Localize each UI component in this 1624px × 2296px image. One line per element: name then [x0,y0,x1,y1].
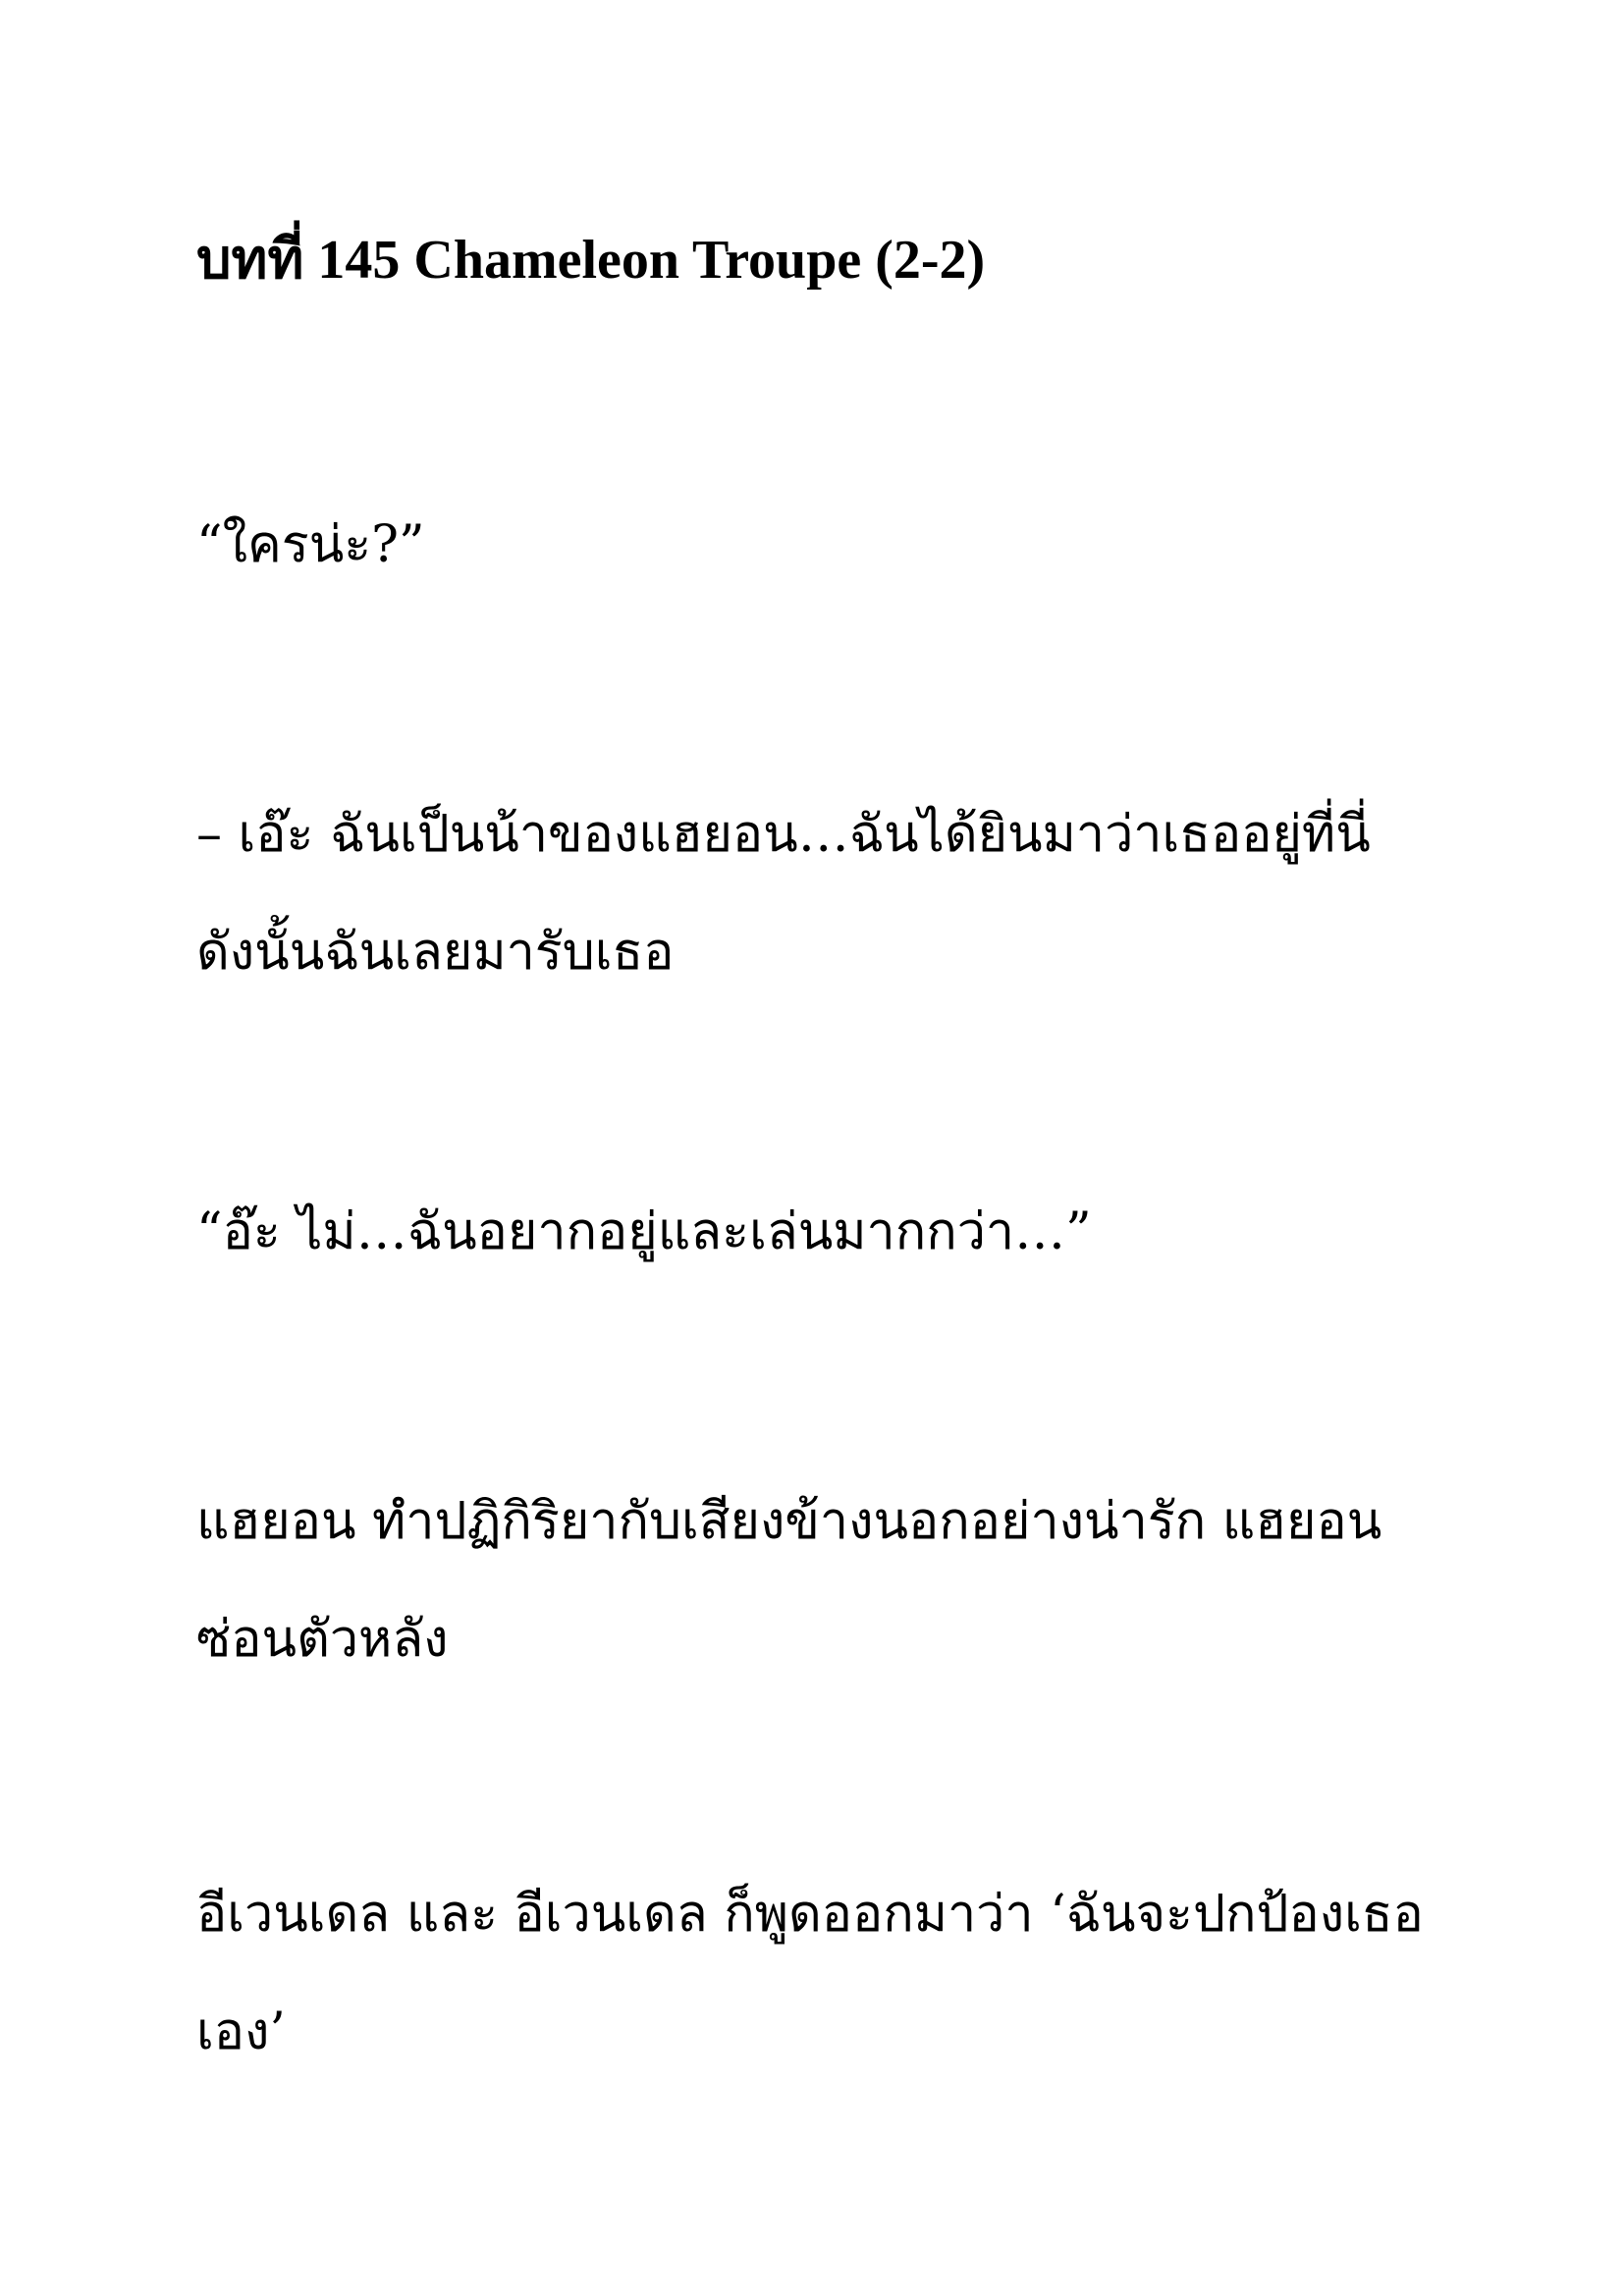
paragraph-line: อีเวนเดล และ อีเวนเดล ก็พูดออกมาว่า ‘ฉันจะปกป้องเธอ [196,1885,1424,1944]
paragraph-line: เอง’ [196,2002,286,2061]
paragraph-4 [196,1463,1473,1698]
paragraph-line: ซ่อนตัวหลัง [196,1610,449,1669]
paragraph-line: – เอ๊ะ ฉันเป็นน้าของแฮยอน…ฉันได้ยินมาว่าเธออยู่ที่นี่ [196,805,1371,864]
paragraph-1 [196,486,1473,604]
paragraph-3 [196,1173,1473,1291]
paragraph-line: “ใครน่ะ?” [196,515,425,574]
paragraph-line: ดังนั้นฉันเลยมารับเธอ [196,923,675,982]
paragraph-line: แฮยอน ทำปฏิกิริยากับเสียงข้างนอกอย่างน่ารัก แฮยอน [196,1492,1382,1551]
paragraph-2 [196,775,1473,1011]
paragraph-line: “อ๊ะ ไม่…ฉันอยากอยู่และเล่นมากกว่า…” [196,1202,1092,1261]
chapter-title: บทที่ 145 Chameleon Troupe (2-2) [196,230,986,291]
paragraph-5 [196,1855,1473,2091]
